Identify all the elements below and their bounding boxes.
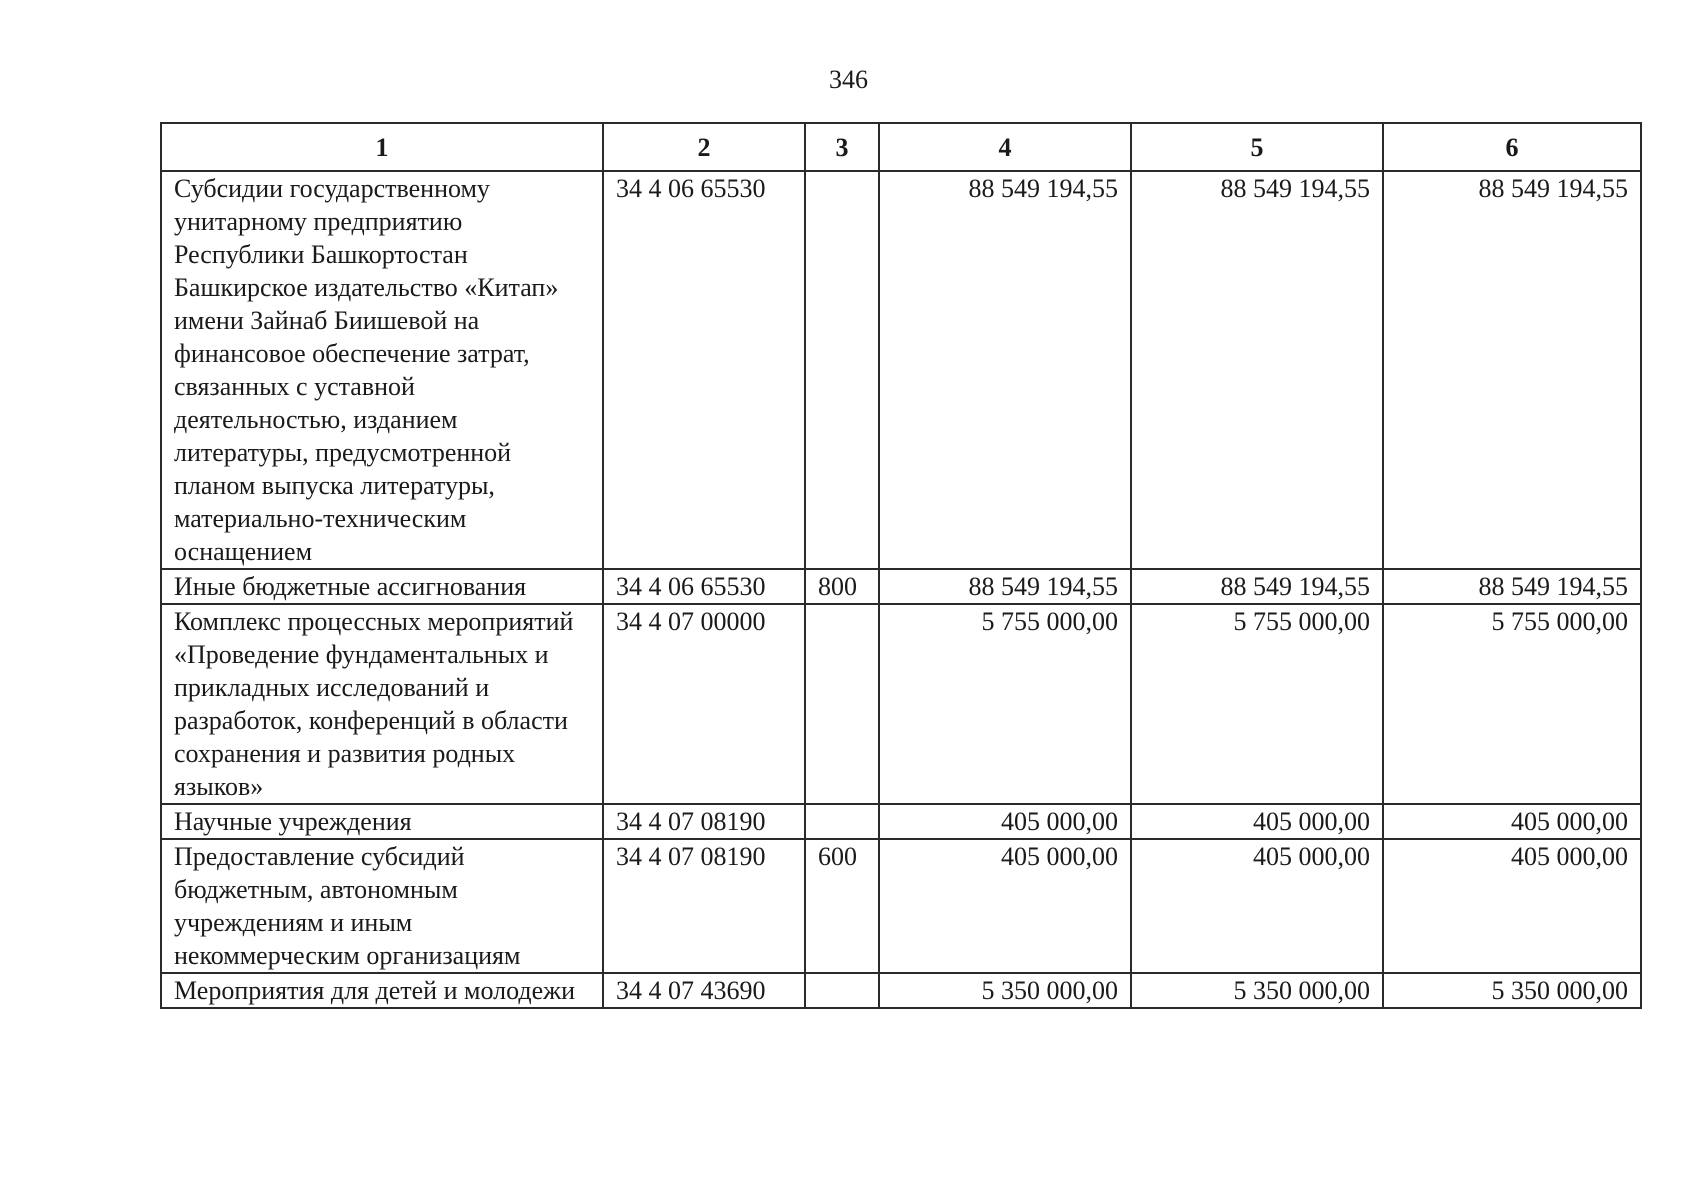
row-expense-type: 600 (805, 839, 879, 973)
table-row (161, 839, 1641, 973)
row-name: Научные учреждения (161, 804, 603, 839)
row-amount-col5: 405 000,00 (1131, 804, 1383, 839)
row-name: Предоставление субсидий бюджетным, автономным учреждениям и иным некоммерческим организациям (161, 839, 603, 973)
row-amount-col5: 88 549 194,55 (1131, 569, 1383, 604)
row-code: 34 4 07 08190 (603, 839, 805, 973)
table-row (161, 973, 1641, 1008)
row-name: Субсидии государственному унитарному предприятию Республики Башкортостан Башкирское издательство «Китап» имени Зайнаб Биишевой на финансовое обеспечение затрат, связанных с уставной деятельностью, изданием литературы, предусмотренной планом выпуска литературы, материально-техническим оснащением (161, 171, 603, 569)
row-amount-col5: 5 350 000,00 (1131, 973, 1383, 1008)
page-number: 346 (829, 65, 868, 94)
row-amount-col4: 405 000,00 (879, 839, 1131, 973)
table-row (161, 171, 1641, 569)
row-expense-type: 800 (805, 569, 879, 604)
row-expense-type (805, 171, 879, 569)
column-header-6: 6 (1383, 123, 1641, 171)
row-name: Комплекс процессных мероприятий «Проведение фундаментальных и прикладных исследований и разработок, конференций в области сохранения и развития родных языков» (161, 604, 603, 804)
row-expense-type (805, 804, 879, 839)
row-amount-col5: 5 755 000,00 (1131, 604, 1383, 804)
row-amount-col6: 405 000,00 (1383, 839, 1641, 973)
row-code: 34 4 07 43690 (603, 973, 805, 1008)
row-expense-type (805, 973, 879, 1008)
row-amount-col6: 88 549 194,55 (1383, 171, 1641, 569)
row-amount-col4: 88 549 194,55 (879, 569, 1131, 604)
table-row (161, 804, 1641, 839)
row-code: 34 4 06 65530 (603, 569, 805, 604)
table-row (161, 604, 1641, 804)
column-header-1: 1 (161, 123, 603, 171)
row-amount-col6: 405 000,00 (1383, 804, 1641, 839)
budget-table (160, 122, 1642, 1009)
row-amount-col4: 5 350 000,00 (879, 973, 1131, 1008)
row-code: 34 4 07 00000 (603, 604, 805, 804)
column-header-3: 3 (805, 123, 879, 171)
row-amount-col6: 5 350 000,00 (1383, 973, 1641, 1008)
column-header-2: 2 (603, 123, 805, 171)
row-name: Мероприятия для детей и молодежи (161, 973, 603, 1008)
row-amount-col6: 5 755 000,00 (1383, 604, 1641, 804)
row-amount-col4: 5 755 000,00 (879, 604, 1131, 804)
row-amount-col4: 405 000,00 (879, 804, 1131, 839)
column-header-4: 4 (879, 123, 1131, 171)
table-header-row (161, 123, 1641, 171)
row-amount-col6: 88 549 194,55 (1383, 569, 1641, 604)
row-amount-col4: 88 549 194,55 (879, 171, 1131, 569)
row-code: 34 4 06 65530 (603, 171, 805, 569)
row-code: 34 4 07 08190 (603, 804, 805, 839)
row-amount-col5: 405 000,00 (1131, 839, 1383, 973)
row-amount-col5: 88 549 194,55 (1131, 171, 1383, 569)
table-row (161, 569, 1641, 604)
row-name: Иные бюджетные ассигнования (161, 569, 603, 604)
column-header-5: 5 (1131, 123, 1383, 171)
row-expense-type (805, 604, 879, 804)
